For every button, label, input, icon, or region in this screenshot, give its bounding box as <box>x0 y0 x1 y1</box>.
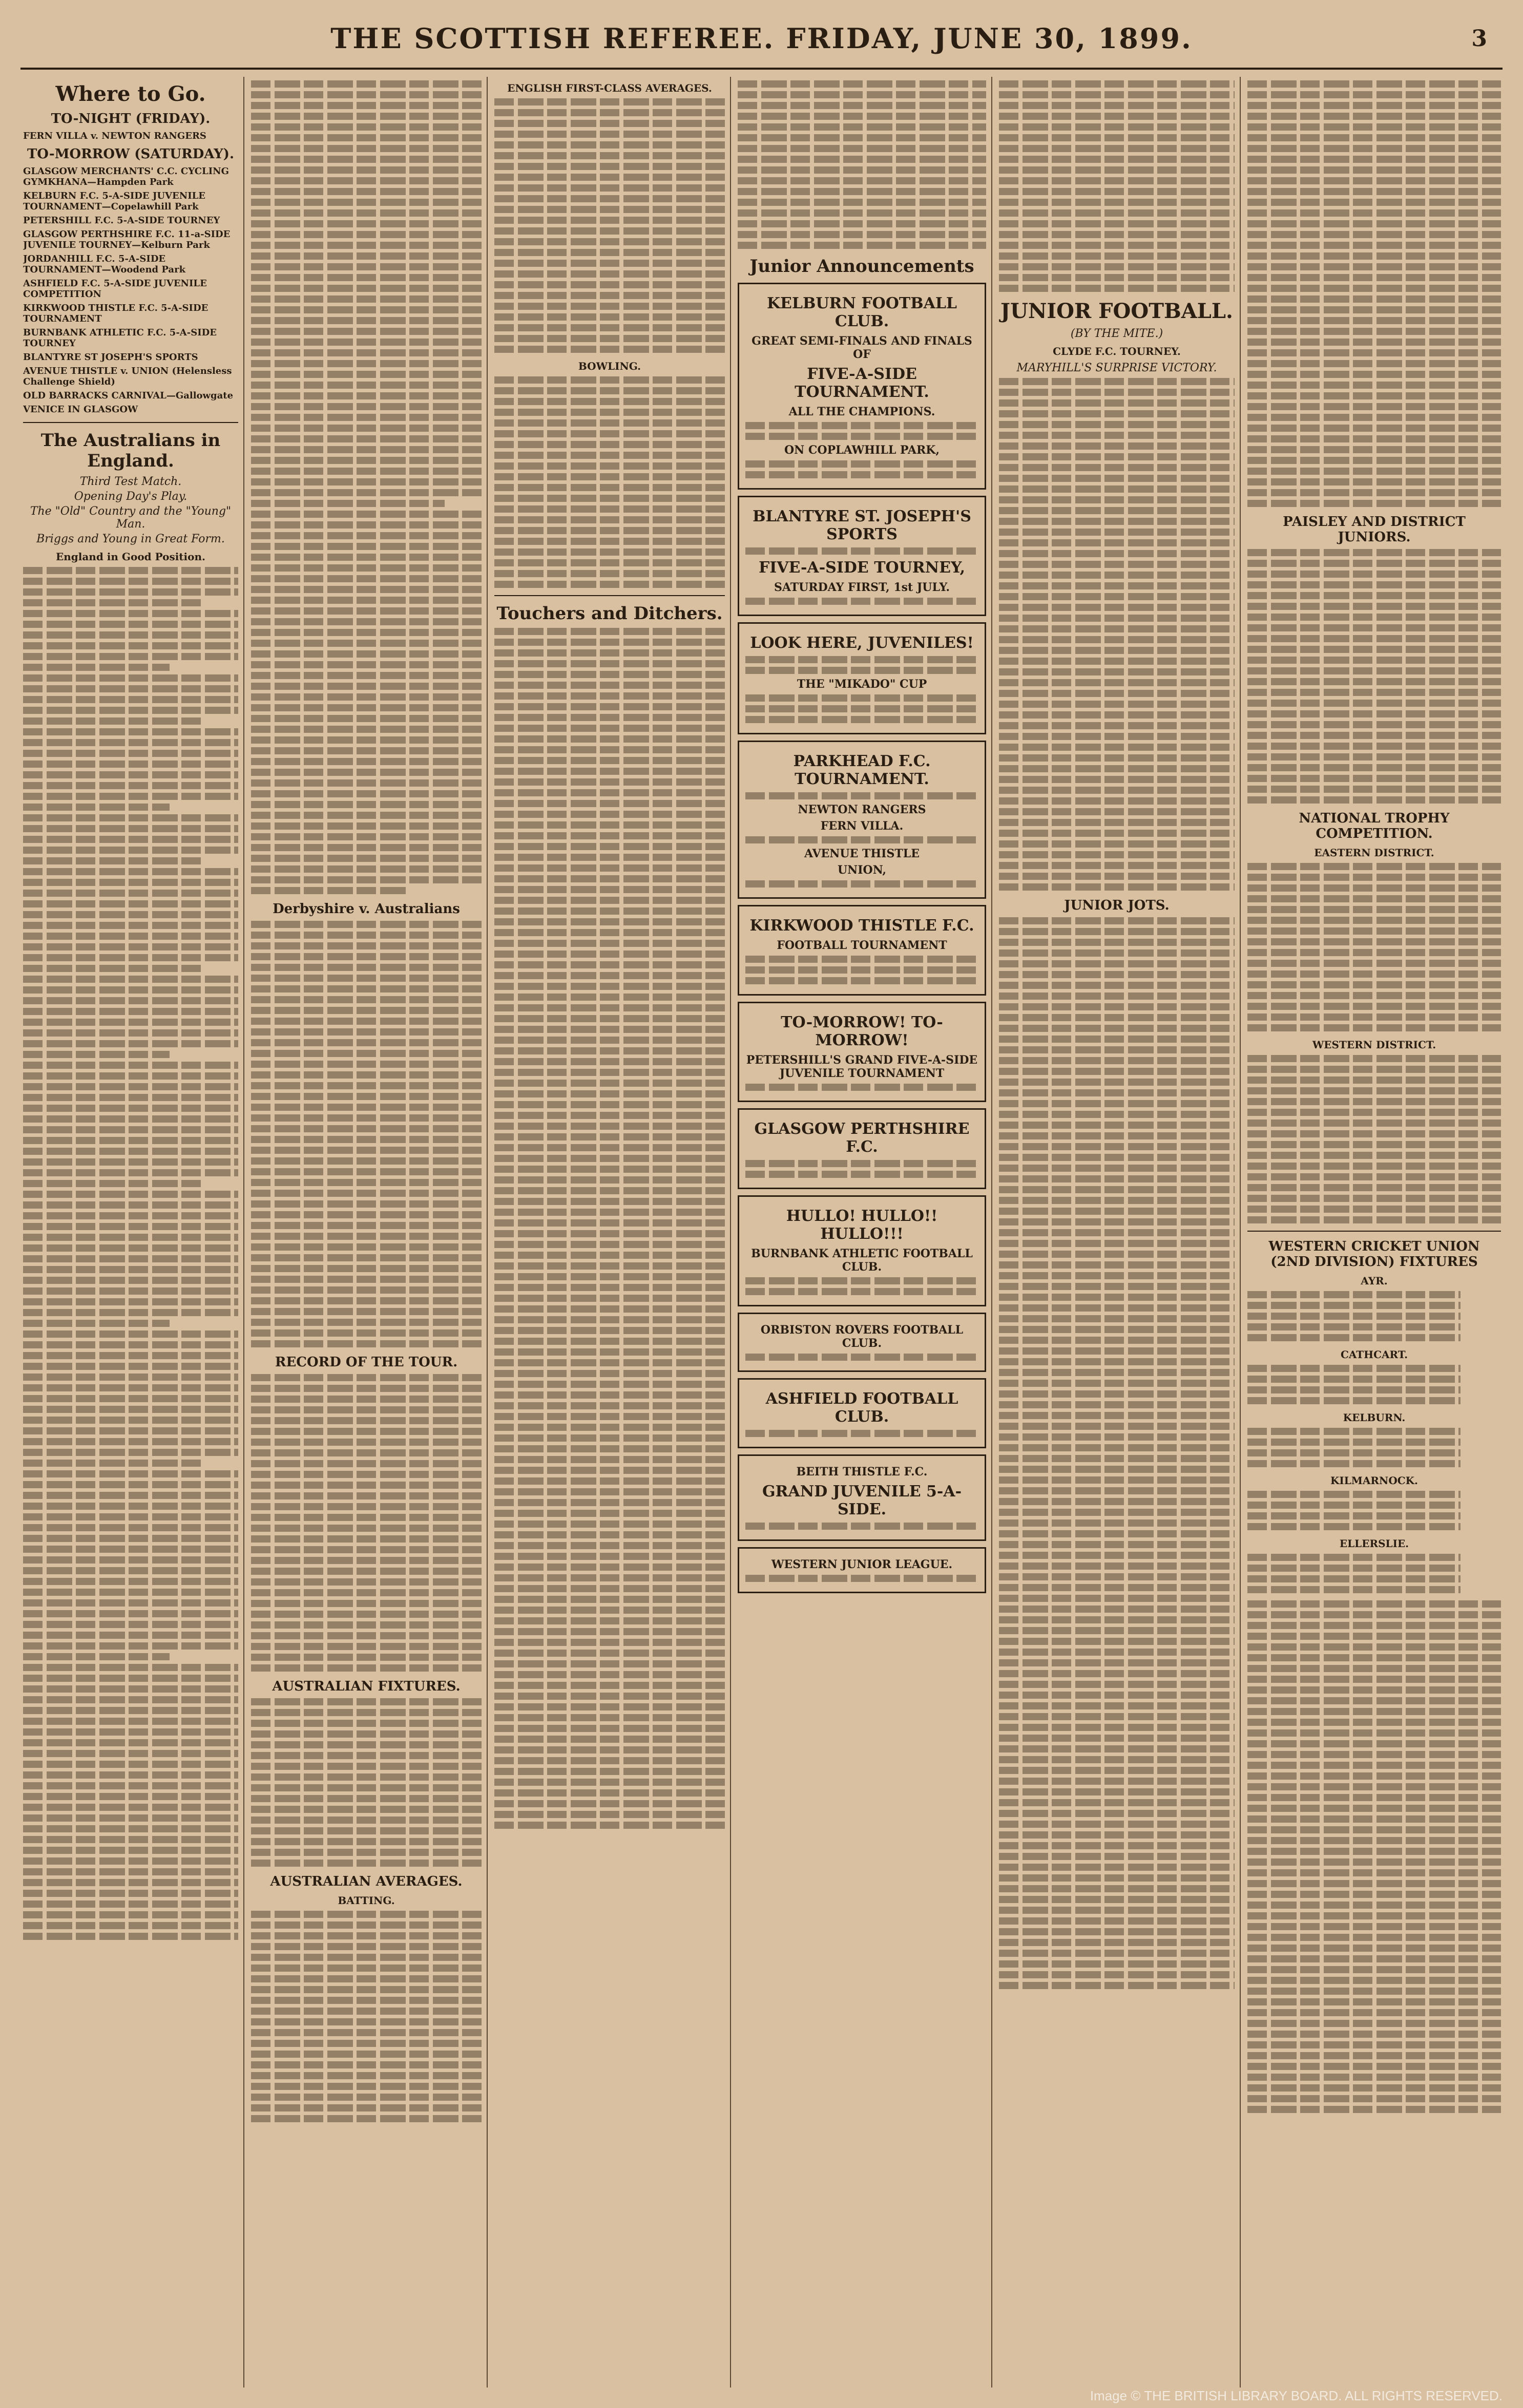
article-body <box>251 1698 482 1867</box>
article-body <box>1247 1600 1501 2113</box>
kirkwood-advert: KIRKWOOD THISTLE F.C. FOOTBALL TOURNAMENT <box>738 905 986 996</box>
fixtures-list <box>1247 1491 1501 1530</box>
kelburn-heading: KELBURN. <box>1343 1411 1406 1424</box>
article-body <box>251 80 482 894</box>
column-4 <box>738 77 986 2388</box>
tonight-heading: TO-NIGHT (FRIDAY). <box>51 111 211 126</box>
fixture-item: JORDANHILL F.C. 5-A-SIDE TOURNAMENT—Woodend Park <box>23 254 186 275</box>
table-body <box>494 376 725 588</box>
article-body <box>251 921 482 1347</box>
article-body <box>251 1911 482 2122</box>
article-body <box>251 1374 482 1672</box>
kelburn-advert: KELBURN FOOTBALL CLUB. GREAT SEMI-FINALS AND FINALS OF FIVE-A-SIDE TOURNAMENT. ALL THE CHAMPIONS. ON COPLAWHILL PARK, <box>738 283 986 490</box>
blantyre-advert: BLANTYRE ST. JOSEPH'S SPORTS FIVE-A-SIDE TOURNEY, SATURDAY FIRST, 1st JULY. <box>738 496 986 616</box>
averages-heading: AUSTRALIAN AVERAGES. <box>270 1874 463 1889</box>
orbiston-advert: ORBISTON ROVERS FOOTBALL CLUB. <box>738 1313 986 1372</box>
section-divider <box>1247 1231 1501 1232</box>
fixtures-list <box>1247 1365 1501 1404</box>
fixture-item: GLASGOW PERTHSHIRE F.C. 11-a-SIDE JUVENILE TOURNEY—Kelburn Park <box>23 229 231 250</box>
article-subheading: England in Good Position. <box>55 551 205 563</box>
ashfield-advert: ASHFIELD FOOTBALL CLUB. <box>738 1378 986 1448</box>
article-body <box>999 80 1235 292</box>
derbyshire-heading: Derbyshire v. Australians <box>273 901 460 917</box>
column-divider <box>991 77 992 2388</box>
australians-heading: The Australians in England. <box>40 430 221 471</box>
masthead-title: THE SCOTTISH REFEREE. FRIDAY, JUNE 30, 1899. <box>330 22 1193 55</box>
western-union-heading: WESTERN CRICKET UNION (2ND DIVISION) FIXTURES <box>1268 1239 1480 1270</box>
fixture-item: PETERSHILL F.C. 5-A-SIDE TOURNEY <box>23 215 220 226</box>
perthshire-advert: GLASGOW PERTHSHIRE F.C. <box>738 1108 986 1189</box>
article-subheading: Opening Day's Play. <box>74 490 187 503</box>
beith-advert: BEITH THISTLE F.C. GRAND JUVENILE 5-A-SIDE. <box>738 1454 986 1541</box>
column-5 <box>999 77 1235 2388</box>
article-subheading: The "Old" Country and the "Young" Man. <box>30 505 232 531</box>
fixture-item: KELBURN F.C. 5-A-SIDE JUVENILE TOURNAMENT—Copelawhill Park <box>23 191 205 212</box>
copyright-watermark: Image © THE BRITISH LIBRARY BOARD. ALL RIGHTS RESERVED. <box>1090 2388 1503 2403</box>
petershill-advert: TO-MORROW! TO-MORROW! PETERSHILL'S GRAND FIVE-A-SIDE JUVENILE TOURNAMENT <box>738 1002 986 1102</box>
junior-jots-heading: JUNIOR JOTS. <box>1064 898 1170 913</box>
fixture-item: GLASGOW MERCHANTS' C.C. CYCLING GYMKHANA—Hampden Park <box>23 166 229 187</box>
ellerslie-heading: ELLERSLIE. <box>1339 1537 1409 1550</box>
article-body <box>1247 80 1501 507</box>
column-divider <box>1240 77 1241 2388</box>
burnbank-advert: HULLO! HULLO!! HULLO!!! BURNBANK ATHLETIC FOOTBALL CLUB. <box>738 1195 986 1306</box>
column-2 <box>251 77 482 2388</box>
masthead-rule <box>20 68 1503 70</box>
table-body <box>494 98 725 353</box>
kilmarnock-heading: KILMARNOCK. <box>1330 1474 1418 1487</box>
touchers-heading: Touchers and Ditchers. <box>496 603 723 624</box>
cathcart-heading: CATHCART. <box>1340 1348 1408 1361</box>
article-subheading: CLYDE F.C. TOURNEY. <box>1053 345 1181 357</box>
fixture-item: BLANTYRE ST JOSEPH'S SPORTS <box>23 352 198 363</box>
article-body <box>1247 549 1501 804</box>
article-body <box>999 917 1235 1989</box>
fixtures-list <box>1247 1291 1501 1341</box>
fixture-item: OLD BARRACKS CARNIVAL—Gallowgate <box>23 390 234 401</box>
tomorrow-heading: TO-MORROW (SATURDAY). <box>27 146 235 162</box>
fixture-item: KIRKWOOD THISTLE F.C. 5-A-SIDE TOURNAMENT <box>23 303 208 324</box>
column-divider <box>243 77 244 2388</box>
article-subheading: Briggs and Young in Great Form. <box>36 533 225 545</box>
fixture-item: BURNBANK ATHLETIC F.C. 5-A-SIDE TOURNEY <box>23 327 217 349</box>
section-divider <box>23 422 238 423</box>
fixture-item: ASHFIELD F.C. 5-A-SIDE JUVENILE COMPETITION <box>23 278 207 300</box>
paisley-heading: PAISLEY AND DISTRICT JUNIORS. <box>1283 514 1466 545</box>
fixtures-list <box>1247 1428 1501 1467</box>
batting-heading: BATTING. <box>338 1894 395 1907</box>
ayr-heading: AYR. <box>1361 1275 1388 1287</box>
juveniles-advert: LOOK HERE, JUVENILES! THE "MIKADO" CUP <box>738 622 986 734</box>
masthead <box>20 10 1503 67</box>
western-district-heading: WESTERN DISTRICT. <box>1312 1039 1436 1051</box>
section-divider <box>494 595 725 596</box>
fixture-item: AVENUE THISTLE v. UNION (Helensless Challenge Shield) <box>23 366 232 387</box>
junior-announcements-heading: Junior Announcements <box>749 256 974 277</box>
western-league-advert: WESTERN JUNIOR LEAGUE. <box>738 1547 986 1593</box>
page-number: 3 <box>1471 26 1487 52</box>
bowling-heading: BOWLING. <box>578 360 641 372</box>
column-1 <box>23 77 238 2388</box>
eastern-district-heading: EASTERN DISTRICT. <box>1314 847 1434 859</box>
article-subheading: Third Test Match. <box>79 475 182 488</box>
article-body <box>999 378 1235 891</box>
fixture-item: VENICE IN GLASGOW <box>23 404 138 415</box>
article-body <box>738 80 986 249</box>
column-divider <box>730 77 731 2388</box>
fixtures-heading: AUSTRALIAN FIXTURES. <box>272 1679 461 1694</box>
junior-football-heading: JUNIOR FOOTBALL. <box>1000 299 1233 323</box>
article-body <box>1247 1055 1501 1223</box>
column-3 <box>494 77 725 2388</box>
article-body <box>494 628 725 1829</box>
where-to-go-heading: Where to Go. <box>55 82 206 106</box>
byline: (BY THE MITE.) <box>1070 327 1163 340</box>
parkhead-advert: PARKHEAD F.C. TOURNAMENT. NEWTON RANGERS FERN VILLA. AVENUE THISTLE UNION, <box>738 741 986 899</box>
record-heading: RECORD OF THE TOUR. <box>275 1355 458 1370</box>
article-body <box>23 567 238 1940</box>
column-divider <box>487 77 488 2388</box>
fixture-item: FERN VILLA v. NEWTON RANGERS <box>23 131 206 141</box>
column-6 <box>1247 77 1501 2388</box>
article-subheading: MARYHILL'S SURPRISE VICTORY. <box>1016 362 1217 374</box>
fixtures-list <box>1247 1554 1501 1593</box>
article-body <box>1247 863 1501 1031</box>
english-averages-heading: ENGLISH FIRST-CLASS AVERAGES. <box>507 82 712 94</box>
national-trophy-heading: NATIONAL TROPHY COMPETITION. <box>1299 811 1450 841</box>
